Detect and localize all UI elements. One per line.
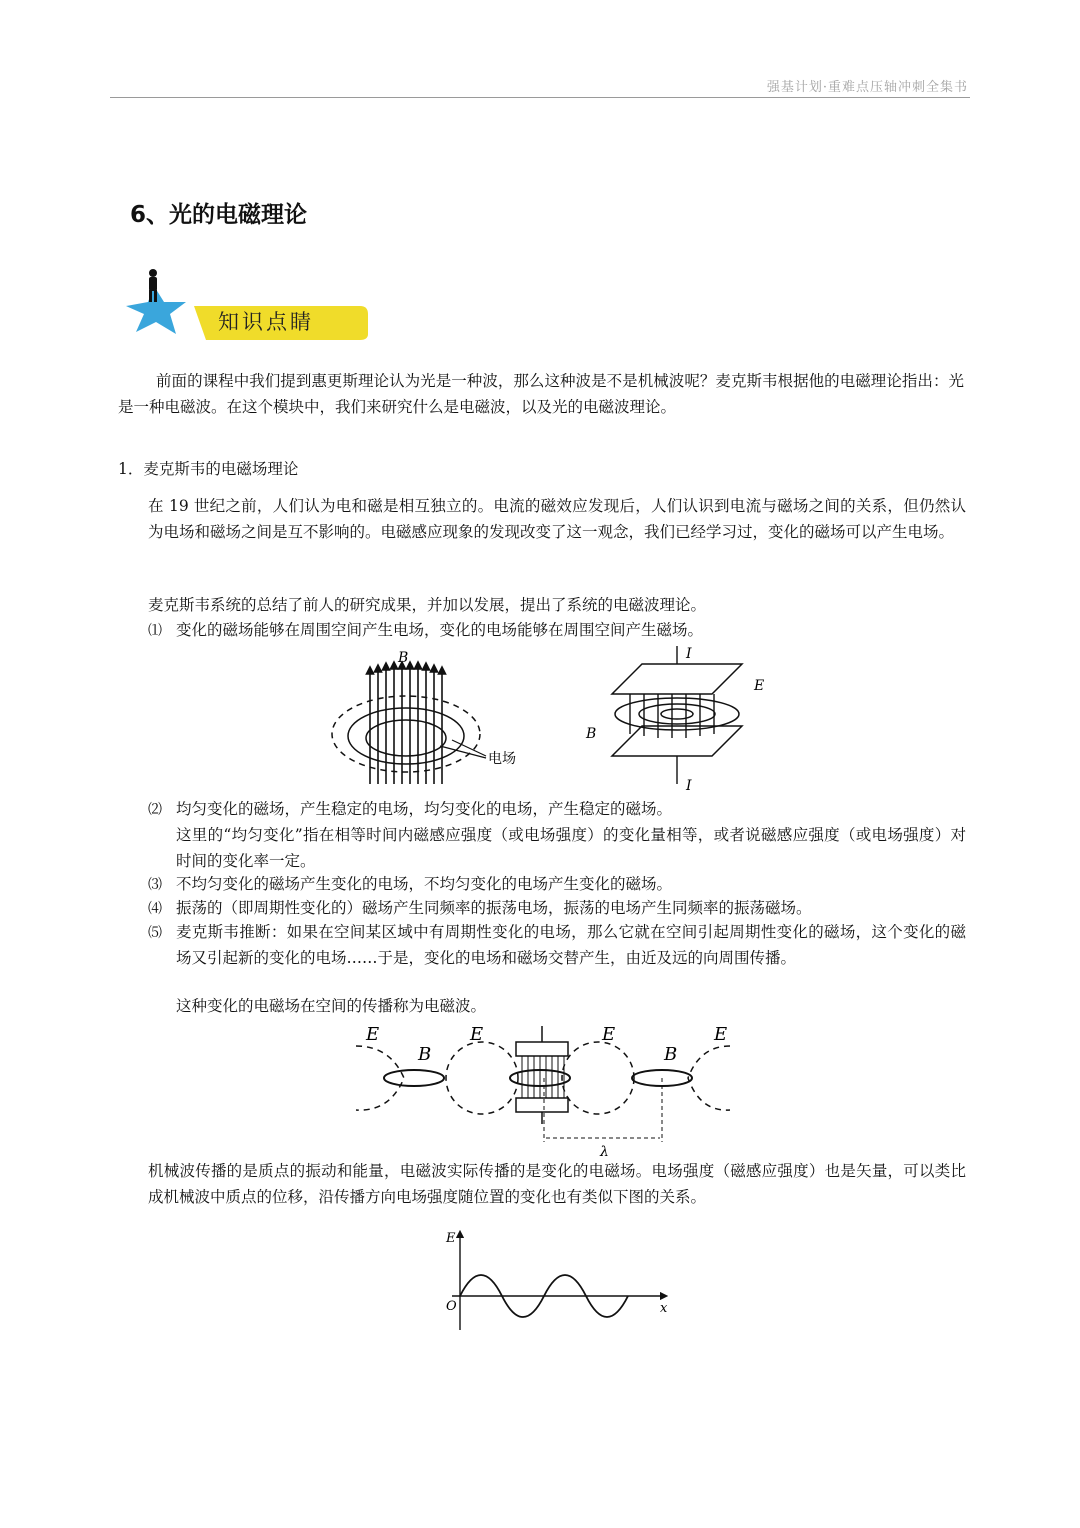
point-5 [148,919,966,971]
x-axis-label: x [660,1301,668,1316]
b-label: B [398,650,409,666]
e-label: E [470,1024,484,1045]
figure-em-wave-propagation [350,1018,740,1160]
section-title: 6、光的电磁理论 [130,202,308,228]
figure-e-vs-x-graph [438,1228,678,1332]
current-label-bottom: I [686,778,692,794]
e-label: E [366,1024,380,1045]
point-text: 振荡的（即周期性变化的）磁场产生同频率的振荡电场，振荡的电场产生同频率的振荡磁场。 [176,899,812,917]
e-label: E [714,1024,728,1045]
intro-paragraph: 前面的课程中我们提到惠更斯理论认为光是一种波，那么这种波是不是机械波呢？麦克斯韦根据他的电磁理论指出：光是一种电磁波。在这个模块中，我们来研究什么是电磁波，以及光的电磁波理论。 [118,372,964,416]
point-2 [148,796,966,823]
point-text: 不均匀变化的磁场产生变化的电场，不均匀变化的电场产生变化的磁场。 [176,875,673,893]
figure-changing-electric-field [582,644,782,794]
running-header: 强基计划·重难点压轴冲刺全集书 [766,80,968,95]
b-label: B [586,726,597,742]
b-label: B [418,1044,432,1065]
point-number: ⑴ [148,623,162,639]
field-label: 电场 [488,751,516,767]
point-3 [148,871,966,898]
point-number: ⑷ [148,901,162,917]
e-label: E [754,678,765,694]
point-text: 麦克斯韦推断：如果在空间某区域中有周期性变化的电场，那么它就在空间引起周期性变化的磁场，这个变化的磁场又引起新的变化的电场……于是，变化的电场和磁场交替产生，由近及远的向周围传播。 [176,923,966,967]
banner-label: 知识点睛 [218,310,314,334]
origin-label: O [446,1299,457,1314]
point-1 [148,617,966,644]
point-number: ⑶ [148,877,162,893]
summary-paragraph: 麦克斯韦系统的总结了前人的研究成果，并加以发展，提出了系统的电磁波理论。 [148,596,707,614]
background-paragraph: 在 19 世纪之前，人们认为电和磁是相互独立的。电流的磁效应发现后，人们认识到电流与磁场之间的关系，但仍然认为电场和磁场之间是互不影响的。电磁感应现象的发现改变了这一观念，我们已经学习过，变化的磁场可以产生电场。 [148,497,966,541]
header-divider [110,97,970,98]
point-number: ⑵ [148,802,162,818]
point-text: 均匀变化的磁场，产生稳定的电场，均匀变化的电场，产生稳定的磁场。 [176,800,673,818]
y-axis-label: E [446,1231,456,1246]
mechanical-wave-comparison: 机械波传播的是质点的振动和能量，电磁波实际传播的是变化的电磁场。电场强度（磁感应强度）也是矢量，可以类比成机械波中质点的位移，沿传播方向电场强度随位置的变化也有类似下图的关系。 [148,1162,966,1206]
current-label-top: I [686,646,692,662]
point-number: ⑸ [148,925,162,941]
point-4 [148,895,966,922]
b-label: B [664,1044,678,1065]
figure-changing-magnetic-field [326,648,536,788]
point-2-note: 这里的“均匀变化”指在相等时间内磁感应强度（或电场强度）的变化量相等，或者说磁感应强度（或电场强度）对时间的变化率一定。 [176,826,966,870]
point-5-note: 这种变化的电磁场在空间的传播称为电磁波。 [176,997,487,1015]
wavelength-label: λ [600,1144,609,1160]
topic-heading: 1．麦克斯韦的电磁场理论 [118,460,299,478]
e-label: E [602,1024,616,1045]
point-text: 变化的磁场能够在周围空间产生电场，变化的电场能够在周围空间产生磁场。 [176,621,704,639]
